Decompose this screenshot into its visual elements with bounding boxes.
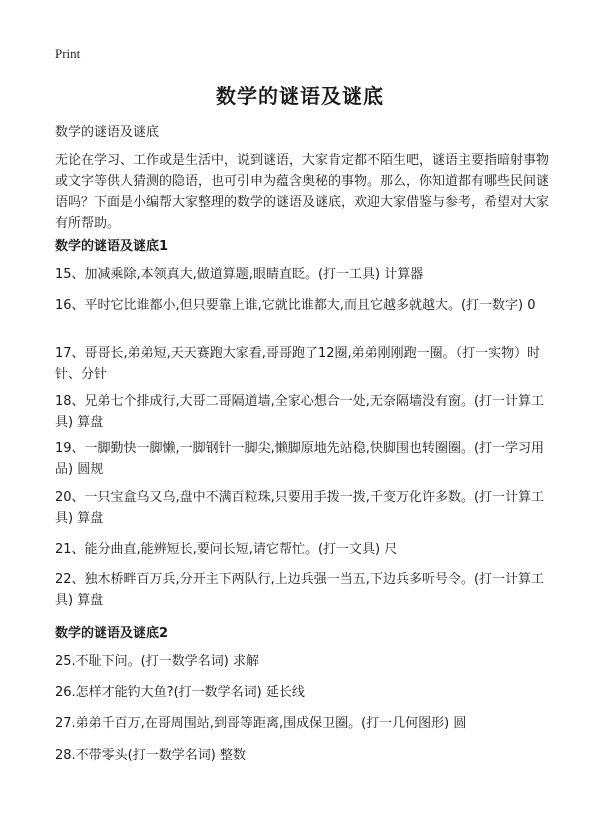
riddle-item: 22、独木桥畔百万兵,分开主下两队行,上边兵强一当五,下边兵多听号令。(打一计算工具) 算盘 [55, 572, 545, 608]
riddle-item: 26.怎样才能钓大鱼?(打一数学名词) 延长线 [55, 685, 305, 700]
print-label: Print [55, 46, 81, 61]
riddle-item: 17、哥哥长,弟弟短,天天赛跑大家看,哥哥跑了12圈,弟弟刚刚跑一圈。（打一实物）时针、分针 [55, 346, 541, 382]
riddle-item: 27.弟弟千百万,在哥周围站,到哥等距离,围成保卫圈。(打一几何图形) 圆 [55, 716, 467, 731]
riddle-item: 16、平时它比谁都小,但只要靠上谁,它就比谁都大,而且它越多就越大。(打一数字) 0 [55, 298, 536, 313]
riddle-item: 18、兄弟七个排成行,大哥二哥隔道墙,全家心想合一处,无奈隔墙没有窗。(打一计算工具) 算盘 [55, 394, 545, 430]
riddle-item: 21、能分曲直,能辨短长,要问长短,请它帮忙。(打一文具) 尺 [55, 542, 398, 557]
document-title: 数学的谜语及谜底 [216, 84, 384, 108]
riddle-item: 28.不带零头(打一数学名词) 整数 [55, 748, 246, 763]
riddle-item: 19、一脚勤快一脚懒,一脚钢针一脚尖,懒脚原地先站稳,快脚围也转圈圈。(打一学习用品) 圆规 [55, 441, 545, 477]
intro-paragraph: 无论在学习、工作或是生活中，说到谜语，大家肯定都不陌生吧，谜语主要指暗射事物或文字等供人猜测的隐语，也可引申为蕴含奥秘的事物。那么，你知道都有哪些民间谜语吗？下面是小编帮大家整理的数学的谜语及谜底，欢迎大家借鉴与参考，希望对大家有所帮助。 [55, 153, 550, 231]
riddle-item: 15、加减乘除,本领真大,做道算题,眼睛直眨。(打一工具) 计算器 [55, 267, 424, 282]
document-subtitle: 数学的谜语及谜底 [55, 125, 160, 140]
section-heading: 数学的谜语及谜底1 [55, 239, 169, 254]
riddle-item: 20、一只宝盒乌又乌,盘中不满百粒珠,只要用手拨一拨,千变万化许多数。(打一计算工具) 算盘 [55, 490, 545, 526]
section-heading: 数学的谜语及谜底2 [55, 626, 169, 641]
riddle-item: 25.不耻下问。(打一数学名词) 求解 [55, 654, 259, 669]
